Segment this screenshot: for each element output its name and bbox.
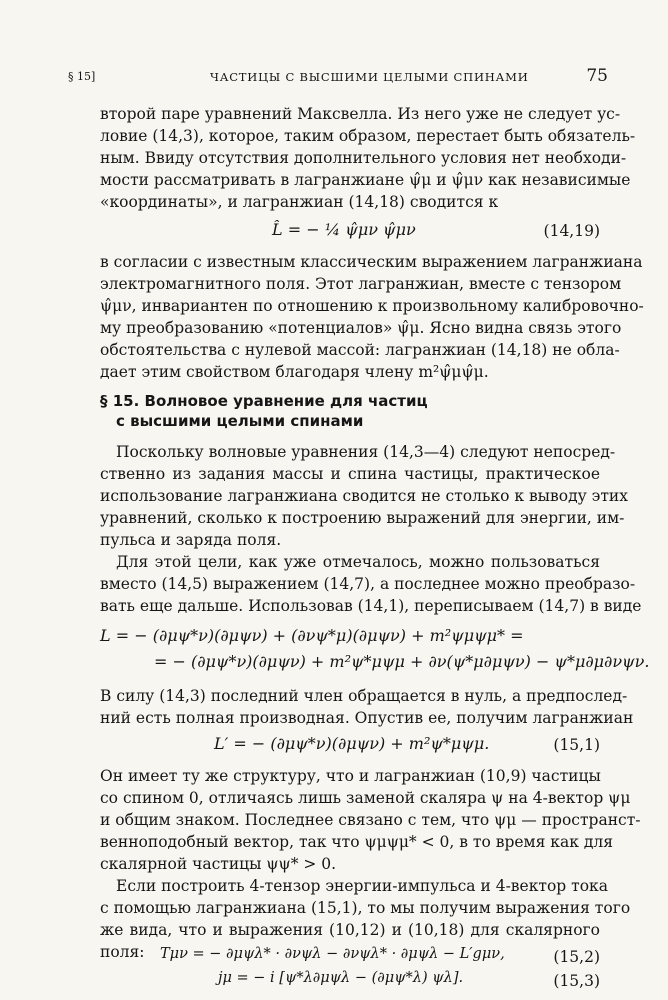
text-line: венноподобный вектор, так что ψμψμ* < 0, в то время как для — [100, 833, 614, 851]
equation-number: (15,1) — [553, 736, 600, 754]
section-heading: с высшими целыми спинами — [116, 412, 364, 430]
text-line: со спином 0, отличаясь лишь заменой скаляра ψ на 4-вектор ψμ — [100, 789, 631, 807]
text-line: ственно из задания массы и спина частицы, практическое — [100, 465, 600, 483]
text-line: поля: — [100, 943, 145, 961]
text-line: электромагнитного поля. Этот лагранжиан, вместе с тензором — [100, 275, 622, 293]
text-line: пульса и заряда поля. — [100, 531, 282, 549]
text-line: дает этим свойством благодаря члену m²ψ̂μψ̂μ. — [100, 363, 489, 381]
text-line: же вида, что и выражения (10,12) и (10,18) для скалярного — [100, 921, 600, 939]
equation-expansion-line2: = − (∂μψ*ν)(∂μψν) + m²ψ*μψμ + ∂ν(ψ*μ∂μψν) − ψ*μ∂μ∂νψν. — [154, 652, 650, 671]
equation-number: (15,2) — [553, 948, 600, 966]
header-section-ref: § 15] — [68, 70, 96, 83]
text-line: му преобразованию «потенциалов» ψ̂μ. Ясно видна связь этого — [100, 319, 622, 337]
equation-expansion-line1: L = − (∂μψ*ν)(∂μψν) + (∂νψ*μ)(∂μψν) + m²ψμψμ* = — [100, 626, 524, 645]
page-number: 75 — [586, 66, 608, 86]
equation-15-1: L′ = − (∂μψ*ν)(∂μψν) + m²ψ*μψμ. — [214, 734, 490, 753]
text-line: обстоятельства с нулевой массой: лагранжиан (14,18) не обла- — [100, 341, 620, 359]
text-line: ным. Ввиду отсутствия дополнительного условия нет необходи- — [100, 149, 627, 167]
text-line: ловие (14,3), которое, таким образом, перестает быть обязатель- — [100, 127, 636, 145]
text-line: Для этой цели, как уже отмечалось, можно пользоваться — [116, 553, 600, 571]
equation-number: (15,3) — [553, 972, 600, 990]
text-line: вместо (14,5) выражением (14,7), а последнее можно преобразо- — [100, 575, 636, 593]
text-line: уравнений, сколько к построению выражений для энергии, им- — [100, 509, 625, 527]
text-line: ний есть полная производная. Опустив ее, получим лагранжиан — [100, 709, 634, 727]
text-line: скалярной частицы ψψ* > 0. — [100, 855, 337, 873]
text-line: мости рассматривать в лагранжиане ψ̂μ и ψ̂μν как независимые — [100, 171, 631, 189]
text-line: использование лагранжиана сводится не столько к выводу этих — [100, 487, 628, 505]
text-line: и общим знаком. Последнее связано с тем, что ψμ — пространст- — [100, 811, 641, 829]
text-line: в согласии с известным классическим выражением лагранжиана — [100, 253, 643, 271]
equation-14-19: L̂ = − ¼ ψ̂μν ψ̂μν — [272, 220, 416, 239]
text-line: с помощью лагранжиана (15,1), то мы получим выражения того — [100, 899, 631, 917]
equation-number: (14,19) — [543, 222, 600, 240]
text-line: второй паре уравнений Максвелла. Из него уже не следует ус- — [100, 105, 621, 123]
text-line: Он имеет ту же структуру, что и лагранжиан (10,9) частицы — [100, 767, 601, 785]
equation-15-2: Tμν = − ∂μψλ* · ∂νψλ − ∂νψλ* · ∂μψλ − L′gμν, — [160, 946, 505, 962]
running-header — [60, 66, 608, 92]
text-line: вать еще дальше. Использовав (14,1), переписываем (14,7) в виде — [100, 597, 642, 615]
equation-15-3: jμ = − i [ψ*λ∂μψλ − (∂μψ*λ) ψλ]. — [218, 970, 464, 986]
header-title: ЧАСТИЦЫ С ВЫСШИМИ ЦЕЛЫМИ СПИНАМИ — [210, 70, 529, 84]
text-line: Поскольку волновые уравнения (14,3—4) следуют непосред- — [116, 443, 616, 461]
text-line: В силу (14,3) последний член обращается в нуль, а предпослед- — [100, 687, 628, 705]
text-line: Если построить 4-тензор энергии-импульса и 4-вектор тока — [116, 877, 608, 895]
text-line: ψ̂μν, инвариантен по отношению к произвольному калибровочно- — [100, 297, 644, 315]
section-heading: § 15. Волновое уравнение для частиц — [100, 392, 428, 410]
text-line: «координаты», и лагранжиан (14,18) сводится к — [100, 193, 499, 211]
